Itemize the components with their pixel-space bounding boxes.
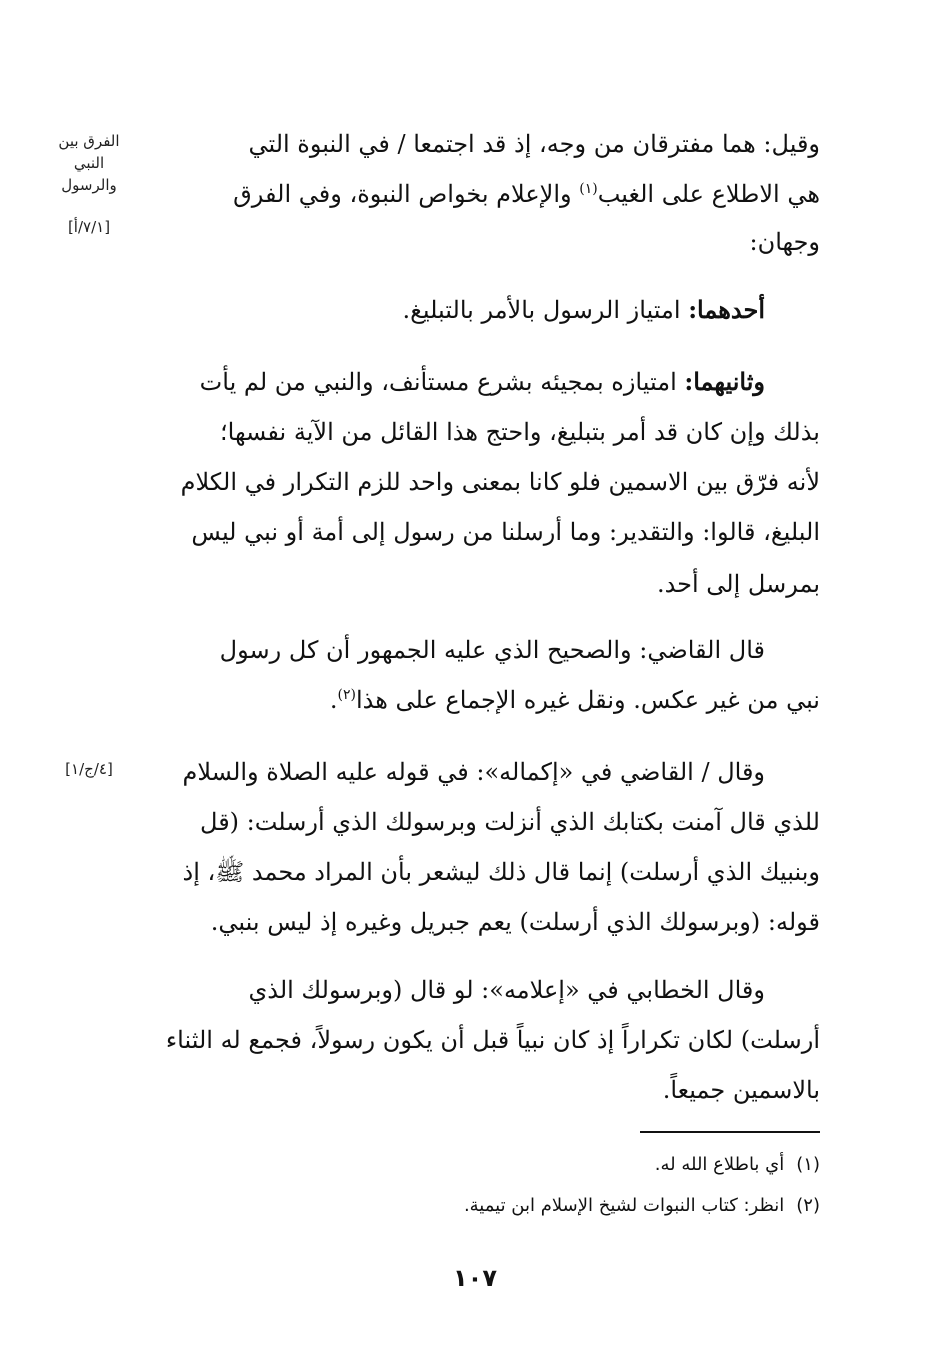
margin-heading-line: الفرق بين	[58, 132, 120, 150]
body-text: والإعلام بخواص النبوة، وفي الفرق	[233, 180, 580, 208]
body-line: وقال الخطابي في «إعلامه»: لو قال (وبرسولك الذي	[248, 976, 765, 1004]
body-line	[233, 182, 820, 206]
body-line: وجهان:	[749, 228, 820, 256]
body-line	[402, 295, 765, 324]
margin-ref-top: [٧/١/أ]	[67, 218, 111, 236]
body-line	[330, 688, 820, 712]
body-line: وبنبيك الذي أرسلت) إنما قال ذلك ليشعر بأن المراد محمد ﷺ، إذ	[182, 858, 820, 886]
footnote-text: أي باطلاع الله له.	[654, 1154, 785, 1175]
body-line: أرسلت) لكان تكراراً إذ كان نبياً قبل أن يكون رسولاً، فجمع له الثناء	[165, 1026, 820, 1054]
footnote-number: (٢)	[796, 1195, 820, 1216]
body-line: لأنه فرّق بين الاسمين فلو كانا بمعنى واحد للزم التكرار في الكلام	[180, 468, 820, 496]
footnote	[464, 1196, 820, 1216]
margin-heading-line: النبي	[73, 154, 105, 172]
item-heading: وثانيهما:	[684, 367, 765, 396]
body-line: بالاسمين جميعاً.	[662, 1076, 820, 1104]
margin-heading-line: والرسول	[61, 176, 117, 194]
footnote	[655, 1155, 820, 1175]
footnote-marker: (١)	[579, 181, 598, 197]
footnote-divider	[640, 1131, 820, 1133]
footnote-text: انظر: كتاب النبوات لشيخ الإسلام ابن تيمية.	[463, 1195, 785, 1216]
body-line	[199, 367, 765, 396]
body-line: البليغ، قالوا: والتقدير: وما أرسلنا من رسول إلى أمة أو نبي ليس	[191, 518, 820, 546]
body-text: امتياز الرسول بالأمر بالتبليغ.	[402, 296, 689, 324]
body-line: وقال / القاضي في «إكماله»: في قوله عليه الصلاة والسلام	[182, 758, 765, 786]
body-text: .	[329, 686, 338, 714]
body-text: هي الاطلاع على الغيب	[597, 180, 820, 208]
body-text: امتيازه بمجيئه بشرع مستأنف، والنبي من لم يأت	[199, 368, 685, 396]
body-line: للذي قال آمنت بكتابك الذي أنزلت وبرسولك الذي أرسلت: (قل	[200, 808, 820, 836]
body-line: وقيل: هما مفترقان من وجه، إذ قد اجتمعا / في النبوة التي	[248, 130, 820, 158]
body-line: بذلك وإن كان قد أمر بتبليغ، واحتج هذا القائل من الآية نفسها؛	[220, 418, 820, 446]
margin-ref-mid: [٤/ج/١]	[65, 760, 113, 778]
body-text: نبي من غير عكس. ونقل غيره الإجماع على هذا	[355, 686, 820, 714]
item-heading: أحدهما:	[688, 295, 765, 324]
footnote-marker: (٢)	[337, 687, 356, 703]
page-number: ١٠٧	[453, 1264, 497, 1292]
body-line: قوله: (وبرسولك الذي أرسلت) يعم جبريل وغيره إذ ليس بنبي.	[210, 908, 820, 936]
body-line: قال القاضي: والصحيح الذي عليه الجمهور أن كل رسول	[219, 636, 765, 664]
body-line: بمرسل إلى أحد.	[656, 570, 820, 598]
margin-heading	[30, 130, 148, 196]
footnote-number: (١)	[796, 1154, 820, 1175]
